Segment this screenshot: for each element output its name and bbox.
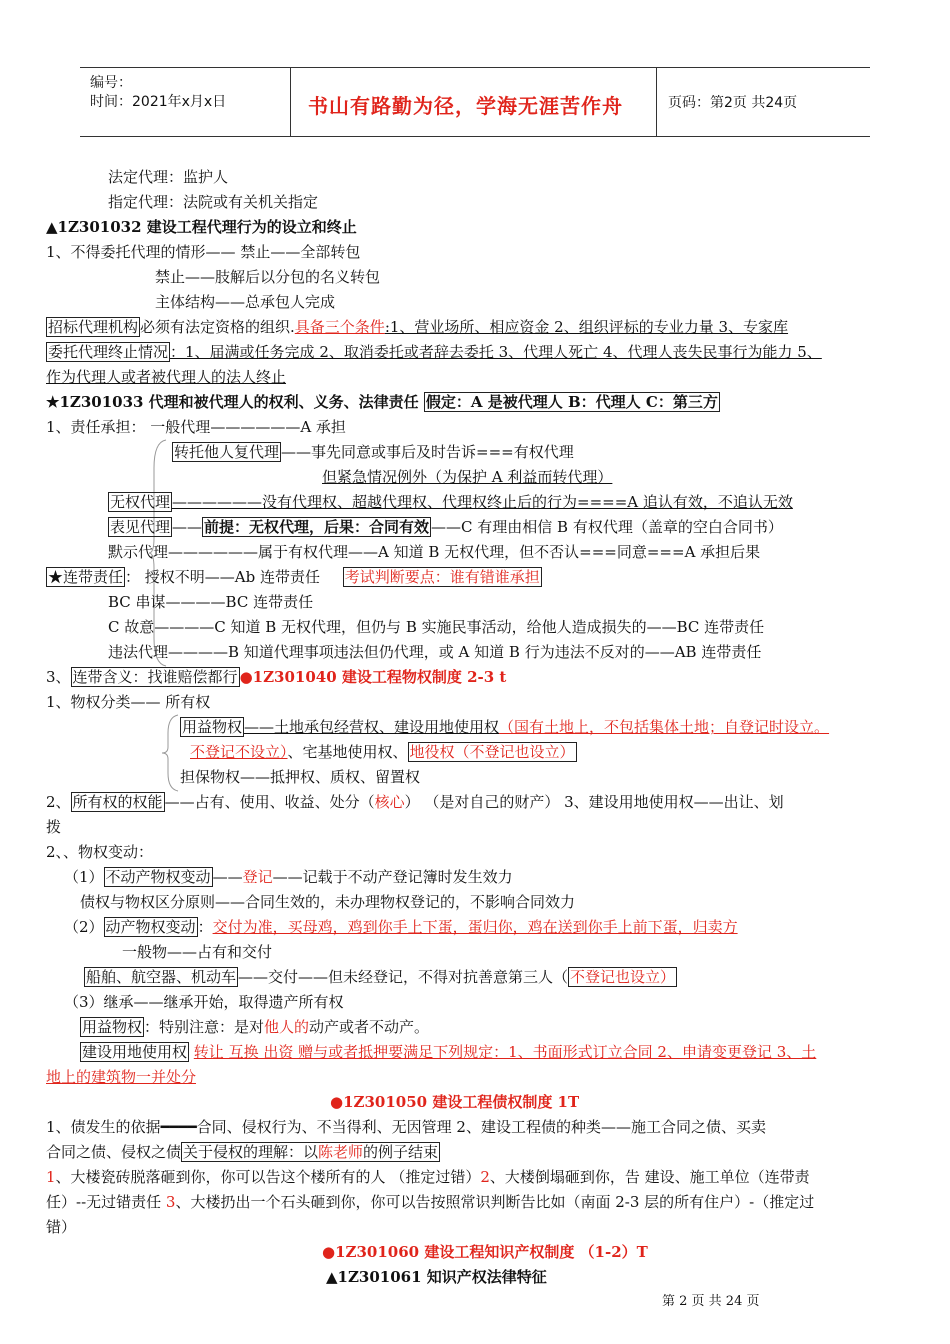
- boxed-term: 委托代理终止情况: [48, 343, 169, 361]
- highlight-text: 2: [480, 1168, 490, 1186]
- text-span: 、大楼扔出一个石头砸到你，你可以告按照常识判断告比如（南面 2-3 层的所有住户）-（推定过: [175, 1193, 815, 1211]
- boxed-term: 所有权的权能: [72, 793, 163, 811]
- header-meta: [90, 74, 226, 112]
- text-line: 债权与物权区分原则——合同生效的，未办理物权登记的，不影响合同效力: [80, 893, 576, 911]
- text-line: 指定代理：法院或有关机关指定: [108, 193, 319, 211]
- boxed-term: 地役权（不登记也设立）: [409, 743, 575, 761]
- text-span: ：1、届满或任务完成 2、取消委托或者辞去委托 3、代理人死亡 4、代理人丧失民事行为能力 5、: [170, 343, 822, 361]
- section-heading: ●1Z301050 建设工程债权制度 1T: [330, 1093, 580, 1111]
- text-line: 作为代理人或者被代理人的法人终止: [46, 368, 287, 386]
- text-line: [46, 1141, 440, 1163]
- property-brace: [160, 713, 182, 793]
- boxed-term: 动产物权变动: [105, 918, 196, 936]
- text-span: 关于侵权的理解：以: [183, 1143, 319, 1161]
- text-span: ：: [197, 918, 213, 936]
- text-line: 地上的建筑物一并处分: [46, 1068, 197, 1086]
- text-span: 、大楼瓷砖脱落砸到你，你可以告这个楼所有的人 （推定过错）: [55, 1168, 481, 1186]
- text-span: 任）--无过错责任: [46, 1193, 166, 1211]
- text-span: ——交付——但未经登记，不得对抗善意第三人（: [238, 968, 569, 986]
- text-span: ——————没有代理权、超越代理权、代理权终止后的行为====A 追认有效，不追认无效: [172, 493, 793, 511]
- text-line: [64, 916, 738, 938]
- text-span: 、宅基地使用权、: [287, 743, 408, 761]
- highlight-text: 转让 互换 出资 赠与或者抵押要满足下列规定：1、书面形式订立合同 2、申请变更登记 3、土: [193, 1043, 817, 1061]
- boxed-term: [181, 1142, 440, 1162]
- section-heading: ▲1Z301032 建设工程代理行为的设立和终止: [46, 218, 357, 236]
- boxed-term: 不登记也设立）: [570, 968, 676, 986]
- text-line: 1、物权分类—— 所有权: [46, 693, 211, 711]
- boxed-term: 无权代理: [110, 493, 171, 511]
- text-line: [46, 566, 542, 588]
- header-divider: [656, 68, 657, 136]
- text-line: [172, 441, 574, 463]
- text-line: [108, 491, 793, 513]
- text-line: [46, 1191, 814, 1213]
- exam-tip: 考试判断要点：谁有错谁承担: [344, 568, 540, 586]
- text-line: [46, 791, 784, 813]
- text-line: 违法代理————B 知道代理事项违法但仍代理，或 A 知道 B 行为违法不反对的——AB 连带责任: [108, 643, 762, 661]
- text-line: 担保物权——抵押权、质权、留置权: [180, 768, 421, 786]
- text-line: [46, 316, 788, 338]
- header-page-info: 页码：第2页 共24页: [668, 95, 798, 111]
- boxed-term: 转托他人复代理: [174, 443, 280, 461]
- text-span: ——C 有理由相信 B 有权代理（盖章的空白合同书）: [431, 518, 783, 536]
- text-line: [84, 966, 677, 988]
- highlight-text: 1: [46, 1168, 56, 1186]
- page-header: [80, 67, 870, 137]
- text-line: [80, 1041, 816, 1063]
- text-span: 必须有法定资格的组织.: [140, 318, 295, 336]
- boxed-term: 连带含义：找谁赔偿都行: [72, 668, 238, 686]
- text-span: ——: [212, 868, 243, 886]
- text-line: BC 串谋————BC 连带责任: [108, 593, 314, 611]
- text-line: 默示代理——————属于有权代理——A 知道 B 无权代理，但不否认===同意===A 承担后果: [108, 543, 761, 561]
- highlight-text: 3: [165, 1193, 176, 1211]
- text-line: 但紧急情况例外（为保护 A 利益而转代理）: [322, 468, 613, 486]
- text-span: （2）: [64, 918, 104, 936]
- highlight-text: 陈老师: [318, 1143, 364, 1161]
- text-span: :1、营业场所、相应资金 2、组织评标的专业力量 3、专家库: [384, 318, 789, 336]
- text-line: [180, 716, 829, 738]
- header-divider: [290, 68, 291, 136]
- document-date: 时间：2021年x月x日: [90, 94, 227, 110]
- boxed-term: 前提：无权代理，后果：合同有效: [204, 518, 430, 536]
- text-span: ——土地承包经营权、建设用地使用权: [244, 718, 500, 736]
- highlight-text: （国有土地上，不包括集体土地；自登记时设立。: [499, 718, 830, 736]
- page-footer: 第 2 页 共 24 页: [662, 1294, 760, 1309]
- text-line: [46, 1166, 810, 1188]
- text-span: ：特别注意：是对: [144, 1018, 265, 1036]
- text-line: 错）: [46, 1218, 77, 1236]
- boxed-term: 船舶、航空器、机动车: [86, 968, 237, 986]
- boxed-term: 假定：A 是被代理人 B：代理人 C：第三方: [425, 393, 718, 411]
- text-line: 2、、物权变动：: [46, 843, 154, 861]
- text-line: [108, 516, 783, 538]
- text-line: [64, 866, 513, 888]
- boxed-term: 招标代理机构: [48, 318, 139, 336]
- header-motto: 书山有路勤为径，学海无涯苦作舟: [308, 94, 623, 118]
- highlight-text: 具备三个条件: [294, 318, 385, 336]
- section-heading: ▲1Z301061 知识产权法律特征: [326, 1268, 547, 1286]
- highlight-text: 登记: [242, 868, 273, 886]
- text-line: 一般物——占有和交付: [122, 943, 273, 961]
- text-line: 拨: [46, 818, 62, 836]
- text-line: 法定代理：监护人: [108, 168, 229, 186]
- text-span: ——事先同意或事后及时告诉===有权代理: [281, 443, 574, 461]
- text-line: [46, 341, 822, 363]
- boxed-term: 表见代理: [110, 518, 171, 536]
- boxed-term: 用益物权: [182, 718, 243, 736]
- section-heading: ●1Z301060 建设工程知识产权制度 （1-2）T: [322, 1243, 648, 1261]
- text-span: ——记载于不动产登记簿时发生效力: [272, 868, 513, 886]
- text-span: 合同之债、侵权之债: [46, 1143, 182, 1161]
- text-span: 3、: [46, 668, 71, 686]
- text-span: ——占有、使用、收益、处分（: [164, 793, 375, 811]
- document-number: 编号：: [90, 75, 132, 91]
- highlight-text: 交付为准，买母鸡，鸡到你手上下蛋，蛋归你，鸡在送到你手上前下蛋，归卖方: [212, 918, 738, 936]
- heading-text: ★1Z301033 代理和被代理人的权利、义务、法律责任: [46, 393, 419, 411]
- text-line: C 故意————C 知道 B 无权代理，但仍与 B 实施民事活动，给他人造成损失的——BC 连带责任: [108, 618, 765, 636]
- text-span: 的例子结束: [363, 1143, 439, 1161]
- text-line: 主体结构——总承包人完成: [155, 293, 336, 311]
- text-span: ： 授权不明——Ab 连带责任: [125, 568, 320, 586]
- text-span: ——: [172, 518, 203, 536]
- text-span: 、大楼倒塌砸到你，告 建设、施工单位（连带责: [489, 1168, 810, 1186]
- boxed-term: ★连带责任: [48, 568, 124, 586]
- section-heading: [46, 391, 720, 413]
- boxed-term: 不动产物权变动: [105, 868, 211, 886]
- text-line: [46, 666, 506, 688]
- highlight-text: 不登记不设立）: [190, 743, 288, 761]
- text-span: 动产或者不动产。: [309, 1018, 430, 1036]
- boxed-term: 建设用地使用权: [82, 1043, 188, 1061]
- text-line: [190, 741, 577, 763]
- text-span: （1）: [64, 868, 104, 886]
- section-heading: ●1Z301040 建设工程物权制度 2-3 t: [239, 668, 507, 686]
- text-span: ） （是对自己的财产） 3、建设用地使用权——出让、划: [404, 793, 784, 811]
- highlight-text: 核心: [374, 793, 405, 811]
- text-line: 1、不得委托代理的情形—— 禁止——全部转包: [46, 243, 361, 261]
- boxed-term: 用益物权: [82, 1018, 143, 1036]
- text-span: 2、: [46, 793, 71, 811]
- text-line: （3）继承——继承开始，取得遗产所有权: [64, 993, 344, 1011]
- text-line: 1、责任承担： 一般代理——————A 承担: [46, 418, 346, 436]
- text-line: 禁止——肢解后以分包的名义转包: [155, 268, 381, 286]
- highlight-text: 他人的: [264, 1018, 310, 1036]
- text-line: 1、债发生的依据━━━━合同、侵权行为、不当得利、无因管理 2、建设工程债的种类——施工合同之债、买卖: [46, 1118, 766, 1136]
- text-line: [80, 1016, 429, 1038]
